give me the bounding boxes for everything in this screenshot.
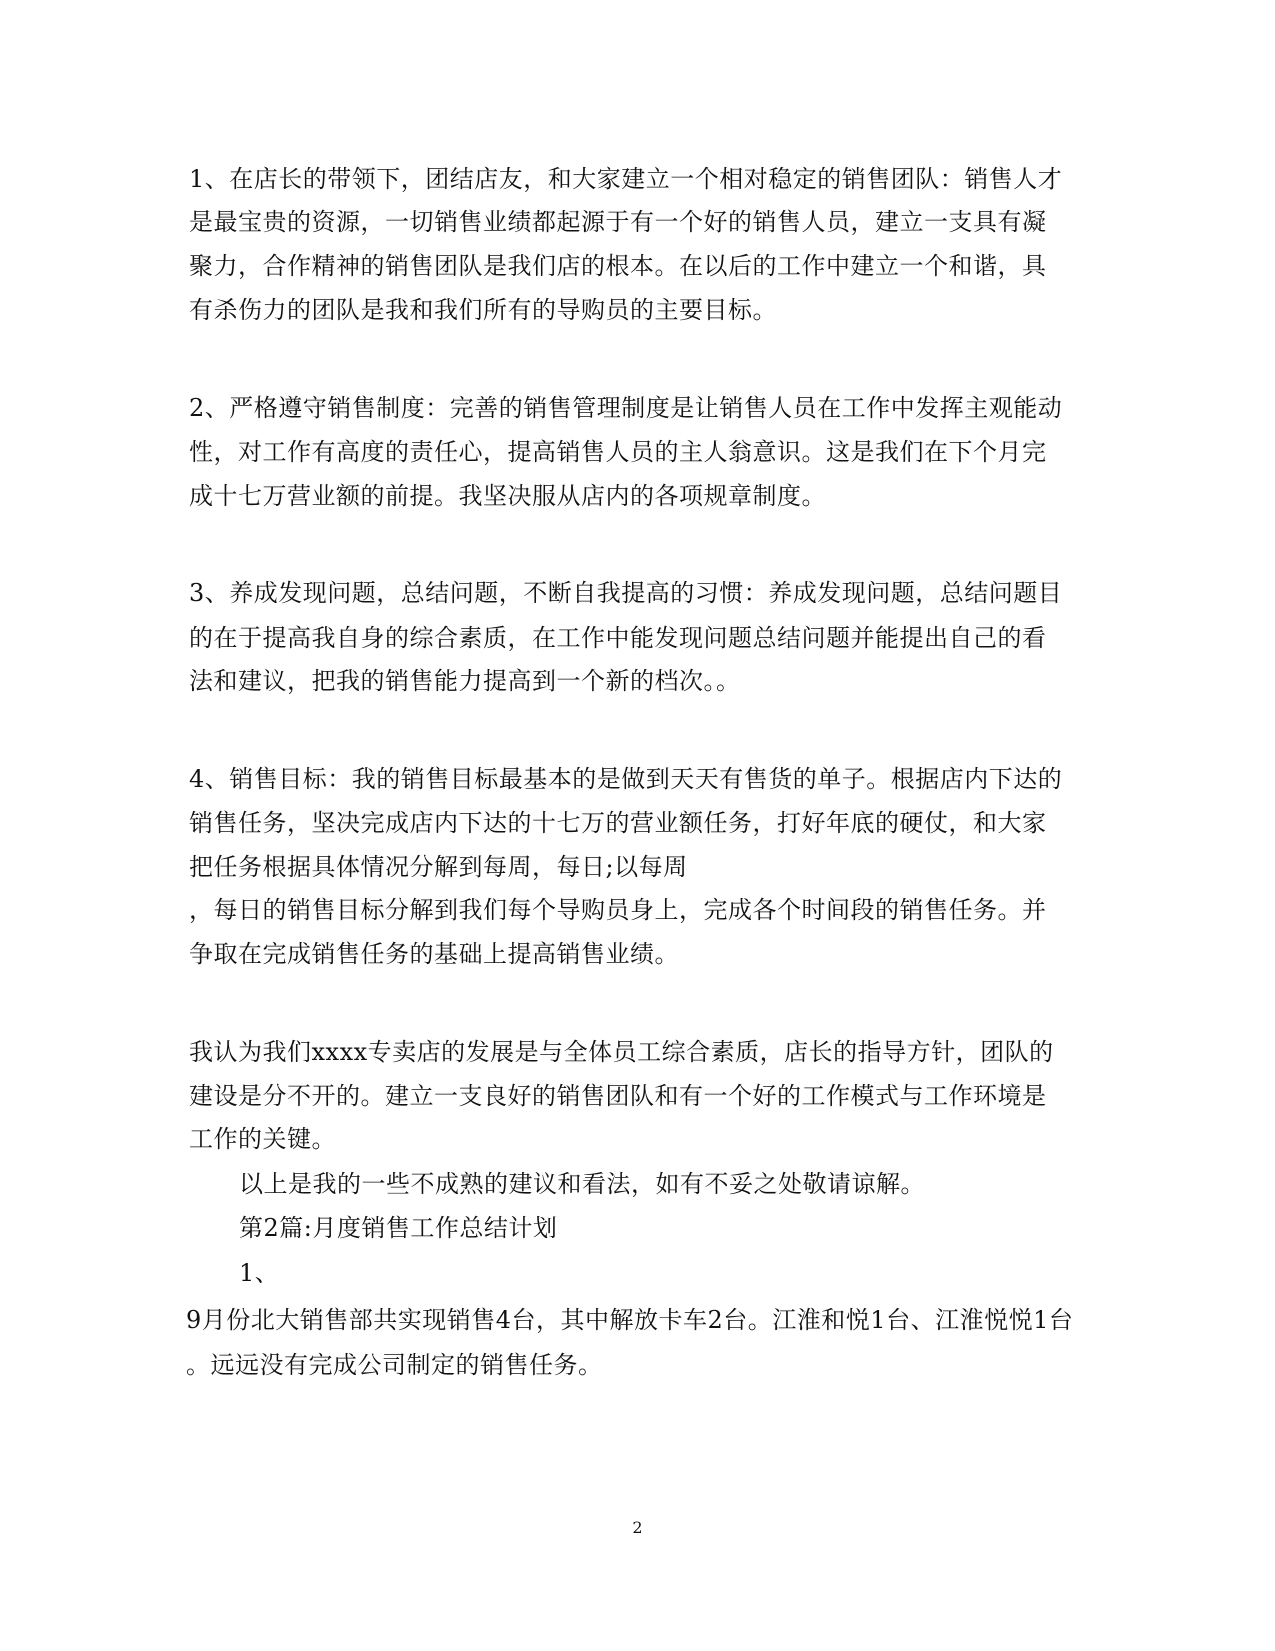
- text-line: 1、: [239, 1259, 280, 1287]
- text-line: 以上是我的一些不成熟的建议和看法，如有不妥之处敬请谅解。: [239, 1170, 925, 1198]
- text-line: 销售任务，坚决完成店内下达的十七万的营业额任务，打好年底的硬仗，和大家: [189, 809, 1047, 837]
- text-line: 性，对工作有高度的责任心，提高销售人员的主人翁意识。这是我们在下个月完: [189, 438, 1047, 466]
- text-line: 有杀伤力的团队是我和我们所有的导购员的主要目标。: [189, 296, 777, 324]
- text-line: 3、养成发现问题，总结问题，不断自我提高的习惯：养成发现问题，总结问题目: [189, 579, 1063, 607]
- text-line: 的在于提高我自身的综合素质，在工作中能发现问题总结问题并能提出自己的看: [189, 624, 1047, 652]
- text-line: 工作的关键。: [189, 1125, 336, 1153]
- text-line: 2、严格遵守销售制度：完善的销售管理制度是让销售人员在工作中发挥主观能动: [189, 394, 1063, 422]
- text-line: 聚力，合作精神的销售团队是我们店的根本。在以后的工作中建立一个和谐，具: [189, 252, 1047, 280]
- text-line: 建设是分不开的。建立一支良好的销售团队和有一个好的工作模式与工作环境是: [189, 1082, 1047, 1110]
- text-line: ，每日的销售目标分解到我们每个导购员身上，完成各个时间段的销售任务。并: [189, 896, 1047, 924]
- text-line: 4、销售目标：我的销售目标最基本的是做到天天有售货的单子。根据店内下达的: [189, 765, 1063, 793]
- text-line: 9月份北大销售部共实现销售4台，其中解放卡车2台。江淮和悦1台、江淮悦悦1台: [186, 1306, 1074, 1334]
- text-line: 。远远没有完成公司制定的销售任务。: [186, 1351, 603, 1379]
- text-line: 是最宝贵的资源，一切销售业绩都起源于有一个好的销售人员，建立一支具有凝: [189, 208, 1047, 236]
- text-line: 争取在完成销售任务的基础上提高销售业绩。: [189, 940, 679, 968]
- text-line: 把任务根据具体情况分解到每周，每日;以每周: [189, 853, 688, 881]
- text-line: 法和建议，把我的销售能力提高到一个新的档次。。: [189, 667, 741, 695]
- text-line: 我认为我们xxxx专卖店的发展是与全体员工综合素质，店长的指导方针，团队的: [189, 1038, 1054, 1066]
- text-line: 成十七万营业额的前提。我坚决服从店内的各项规章制度。: [189, 482, 826, 510]
- text-line: 1、在店长的带领下，团结店友，和大家建立一个相对稳定的销售团队：销售人才: [189, 165, 1063, 193]
- page-number: 2: [632, 1518, 643, 1537]
- section-heading: 第2篇:月度销售工作总结计划: [239, 1214, 558, 1242]
